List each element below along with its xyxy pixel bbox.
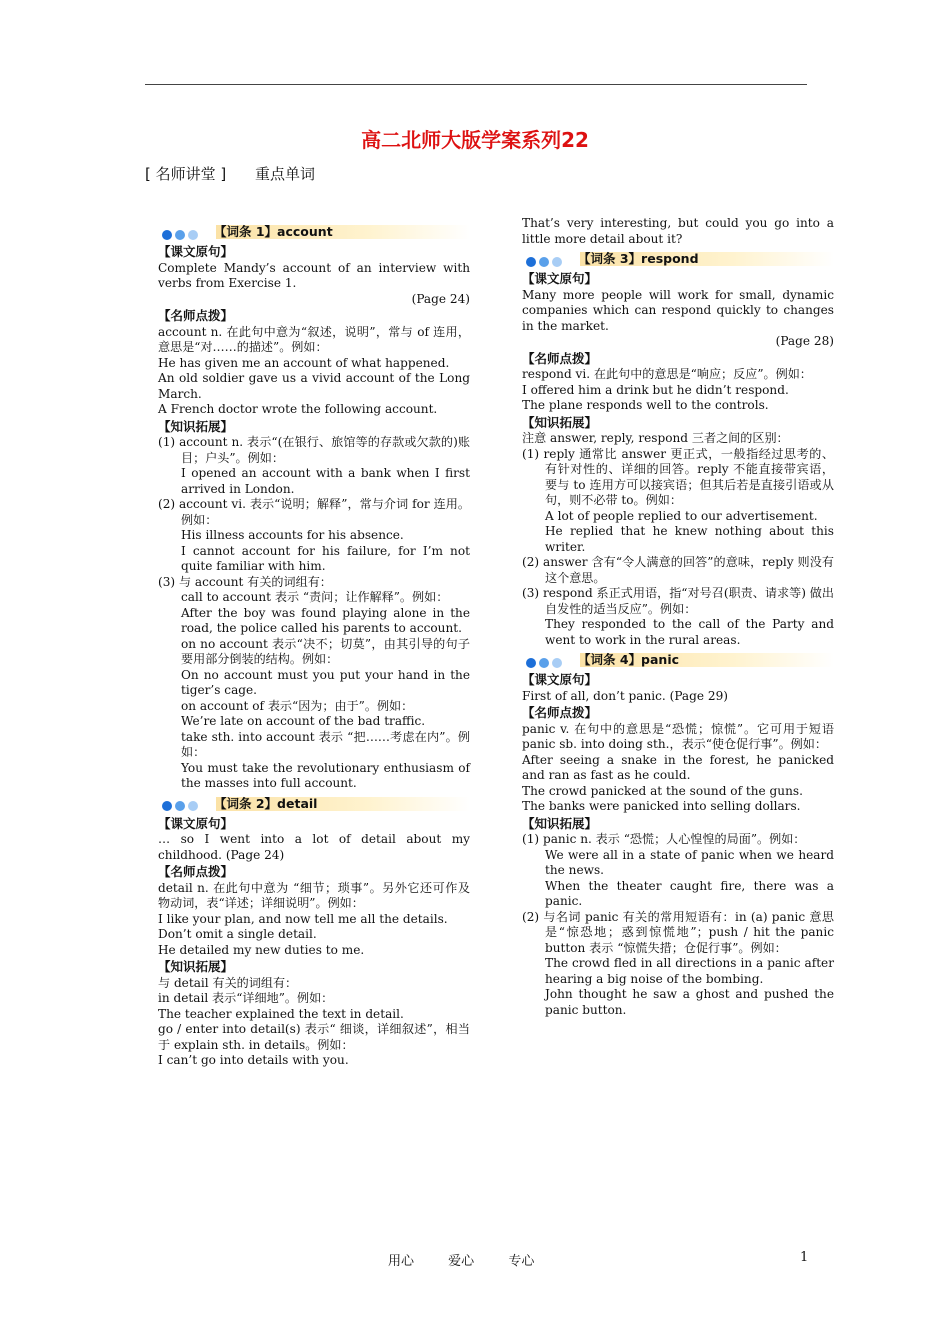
example-sentence: call to account 表示 “责问；让作解释”。例如： [181,590,449,604]
example-sentence: He replied that he knew nothing about this writer. [545,524,834,554]
body-text: After seeing a snake in the forest, he panicked and ran as fast as he could. [522,752,834,782]
body-text: The teacher explained the text in detail. [158,1006,404,1021]
example-sentence: A lot of people replied to our advertisement. [545,508,818,523]
example-sentence: on no account 表示“决不；切莫”，由其引导的句子要用部分倒装的结构。例如： [181,636,470,666]
entry-label: 【词条 4】panic [578,652,680,667]
section-heading: 【课文原句】 [158,244,234,259]
body-text: He has given me an account of what happened. [158,355,450,370]
body-text: An old soldier gave us a vivid account of the Long March. [158,371,470,401]
bullet-dots-icon [162,227,201,243]
body-text: detail n. 在此句中意为 “细节；琐事”。另外它还可作及物动词，表“详述；详细说明”。例如： [158,880,470,910]
bullet-dots-icon [162,799,201,815]
section-heading: 【课文原句】 [522,672,598,687]
body-text: He detailed my new duties to me. [158,942,365,957]
example-sentence: on account of 表示“因为；由于”。例如： [181,698,414,713]
numbered-point: (3) respond 系正式用语，指“对号召(职责、请求等) 做出自发性的适当反应”。例如： [522,586,834,616]
entry-label: 【词条 1】account [214,224,333,239]
bullet-dots-icon [526,655,565,671]
example-sentence: The crowd fled in all directions in a panic after hearing a big noise of the bombing. [545,956,834,986]
body-text: I can’t go into details with you. [158,1053,349,1067]
entry-header [158,796,470,814]
body-text: … so I went into a lot of detail about my childhood. (Page 24) [158,832,470,862]
footer-word: 专心 [508,1254,535,1269]
example-sentence: His illness accounts for his absence. [181,528,404,542]
header-rule [145,84,807,85]
numbered-point: (2) answer 含有“令人满意的回答”的意味，reply 则没有这个意思。 [522,555,834,585]
footer-word: 用心 [388,1254,415,1269]
body-text: A French doctor wrote the following account. [158,402,438,416]
page-reference: (Page 28) [775,334,834,348]
section-heading: 【名师点拨】 [522,705,598,720]
section-heading: 【知识拓展】 [522,815,598,831]
example-sentence: I opened an account with a bank when I first arrived in London. [181,466,470,496]
entry-header [158,224,470,242]
body-text: That’s very interesting, but could you go into a little more detail about it? [522,216,834,246]
body-text: The crowd panicked at the sound of the guns. [522,783,803,798]
numbered-point: (3) 与 account 有关的词组有： [158,574,332,589]
body-text: I offered him a drink but he didn’t respond. [522,382,789,397]
numbered-point: (2) account vi. 表示“说明；解释”，常与介词 for 连用。例如： [158,497,470,527]
body-text: The banks were panicked into selling dollars. [522,799,801,813]
example-sentence: We’re late on account of the bad traffic. [181,714,426,728]
body-text: go / enter into detail(s) 表示“ 细谈，详细叙述”，相当于 explain sth. in details。例如： [158,1022,470,1052]
example-sentence: take sth. into account 表示 “把……考虑在内”。例如： [181,729,470,759]
body-text: 与 detail 有关的词组有： [158,975,298,990]
page-title: 高二北师大版学案系列22 [361,128,589,152]
subhead-tag: [ 名师讲堂 ] [145,165,227,183]
section-heading: 【知识拓展】 [158,418,234,434]
footer-word: 爱心 [448,1254,475,1269]
section-subhead [145,163,339,184]
body-text: I like your plan, and now tell me all the details. [158,911,448,926]
body-text: First of all, don’t panic. (Page 29) [522,688,728,703]
body-text: panic v. 在句中的意思是“恐慌；惊慌”。它可用于短语 panic sb. into doing sth.，表示“使仓促行事”。例如： [522,721,834,751]
body-text: Complete Mandy’s account of an interview with verbs from Exercise 1. [158,260,470,290]
page-number: 1 [800,1250,809,1265]
example-sentence: I cannot account for his failure, for I’m not quite familiar with him. [181,543,470,573]
section-heading: 【名师点拨】 [158,308,234,323]
section-heading: 【课文原句】 [522,271,598,286]
entry-header [522,251,834,269]
example-sentence: After the boy was found playing alone in the road, the police called his parents to account. [181,605,470,635]
entry-header [522,652,834,670]
page-reference: (Page 24) [411,291,470,306]
section-heading: 【知识拓展】 [158,959,234,974]
entry-label: 【词条 3】respond [578,251,699,266]
section-heading: 【名师点拨】 [158,864,234,879]
section-heading: 【知识拓展】 [522,414,598,430]
example-sentence: John thought he saw a ghost and pushed the panic button. [545,987,834,1017]
body-text: Many more people will work for small, dynamic companies which can respond quickly to changes in the market. [522,287,834,333]
body-text: Don’t omit a single detail. [158,927,317,941]
body-text: account n. 在此句中意为“叙述，说明”，常与 of 连用，意思是“对……的描述”。例如： [158,324,470,354]
example-sentence: When the theater caught fire, there was a panic. [545,878,834,908]
bullet-dots-icon [526,254,565,270]
entry-label: 【词条 2】detail [214,795,318,811]
example-sentence: You must take the revolutionary enthusiasm of the masses into full account. [181,760,470,790]
example-sentence: They responded to the call of the Party and went to work in the rural areas. [545,617,834,647]
subhead-topic: 重点单词 [255,165,316,183]
numbered-point: (1) account n. 表示“(在银行、旅馆等的存款或欠款的)账目；户头”。例如： [158,435,470,465]
body-text: respond vi. 在此句中的意思是“响应；反应”。例如： [522,367,812,381]
section-heading: 【课文原句】 [158,815,234,831]
numbered-point: (1) panic n. 表示 “恐慌；人心惶惶的局面”。例如： [522,832,806,846]
section-heading: 【名师点拨】 [522,350,598,366]
numbered-point: (2) 与名词 panic 有关的常用短语有：in (a) panic 意思是“惊恐地；惑到惊慌地”；push / hit the panic button 表示 “惊慌失措；仓促行事”。例如： [522,909,834,955]
numbered-point: (1) reply 通常比 answer 更正式，一般指经过思考的、有针对性的、详细的回答。reply 不能直接带宾语，要与 to 连用方可以接宾语；但其后若是直接引语或从句，则不必带 to。例如： [522,446,834,507]
body-text: 注意 answer, reply, respond 三者之间的区别： [522,431,789,445]
footer-motto [388,1250,564,1269]
right-column [522,216,834,1018]
left-column [158,220,470,1069]
example-sentence: We were all in a state of panic when we heard the news. [545,847,834,877]
body-text: in detail 表示“详细地”。例如： [158,991,334,1005]
example-sentence: On no account must you put your hand in the tiger’s cage. [181,667,470,697]
body-text: The plane responds well to the controls. [522,398,769,412]
